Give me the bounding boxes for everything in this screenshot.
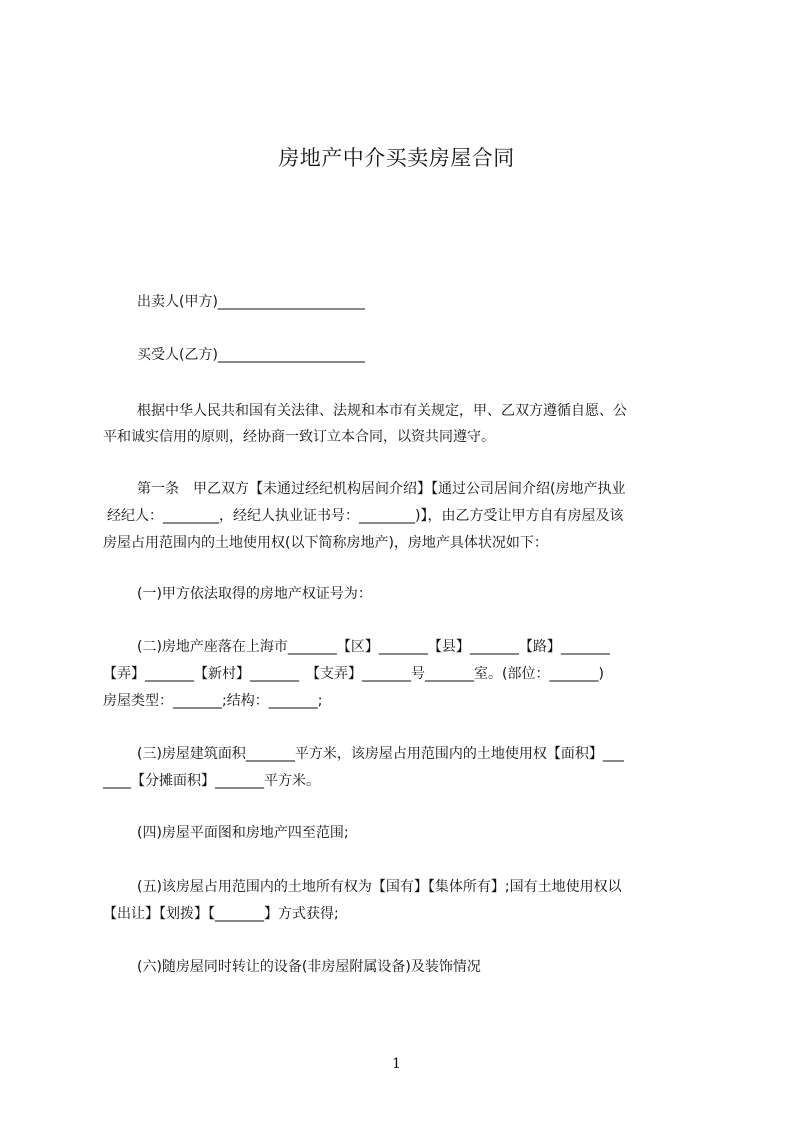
preamble-line-2: 平和诚实信用的原则，经协商一致订立本合同，以资共同遵守。 xyxy=(103,429,495,445)
item2-line-3: 房屋类型：_______;结构：_______; xyxy=(103,693,323,709)
item5-line-1: (五)该房屋占用范围内的土地所有权为【国有】【集体所有】;国有土地使用权以 xyxy=(137,879,622,895)
item3-line-1: (三)房屋建筑面积_______平方米，该房屋占用范围内的土地使用权【面积】___ xyxy=(137,746,624,762)
item4-line: (四)房屋平面图和房地产四至范围; xyxy=(137,825,349,841)
item2-line-2: 【弄】_______【新村】_______ 【支弄】_______号_______室。(部位：_______) xyxy=(103,666,604,682)
item1-line: (一)甲方依法取得的房地产权证号为： xyxy=(137,586,372,602)
item3-line-2: ____【分摊面积】_______平方米。 xyxy=(103,773,320,789)
seller-line: 出卖人(甲方)_____________________ xyxy=(137,294,365,310)
article1-line-3: 房屋占用范围内的土地使用权(以下简称房地产)，房地产具体状况如下： xyxy=(103,535,548,551)
document-title: 房地产中介买卖房屋合同 xyxy=(278,146,515,170)
buyer-line: 买受人(乙方)_____________________ xyxy=(137,347,365,363)
item6-line: (六)随房屋同时转让的设备(非房屋附属设备)及装饰情况 xyxy=(137,959,481,975)
page-number: 1 xyxy=(392,1056,401,1072)
article1-line-2: 经纪人：________，经纪人执业证书号：________)】，由乙方受让甲方自有房屋及该 xyxy=(107,508,624,524)
preamble-line-1: 根据中华人民共和国有关法律、法规和本市有关规定，甲、乙双方遵循自愿、公 xyxy=(137,403,627,419)
article1-line-1: 第一条 甲乙双方【未通过经纪机构居间介绍】【通过公司居间介绍(房地产执业 xyxy=(137,481,626,497)
item5-line-2: 【出让】【划拨】【_______】方式获得; xyxy=(103,906,339,922)
item2-line-1: (二)房地产座落在上海市_______【区】_______【县】_______【路】_______ xyxy=(137,639,610,655)
